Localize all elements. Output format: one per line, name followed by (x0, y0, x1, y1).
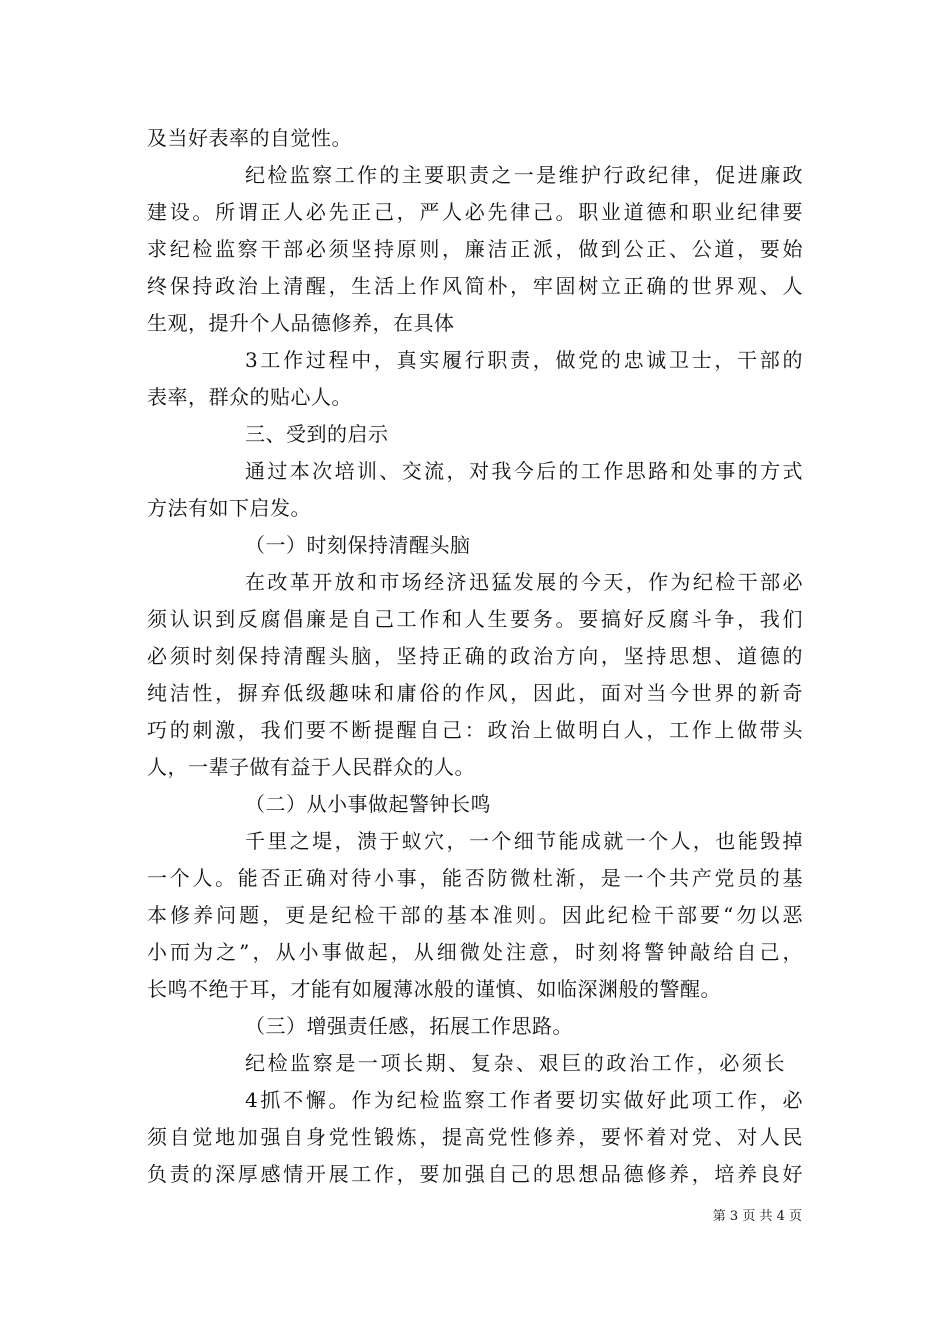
text-line: 须自觉地加强自身党性锻炼，提高党性修养，要怀着对党、对人民 (147, 1125, 803, 1149)
text-line: 表率，群众的贴心人。 (147, 385, 352, 409)
subsection-heading: （一）时刻保持清醒头脑 (245, 533, 471, 557)
text-line: 人，一辈子做有益于人民群众的人。 (147, 755, 475, 779)
page-number-footer: 第 3 页 共 4 页 (712, 1209, 802, 1224)
text-line: 纪检监察是一项长期、复杂、艰巨的政治工作，必须长 (245, 1051, 785, 1075)
text-line: 小而为之”，从小事做起，从细微处注意，时刻将警钟敲给自己， (147, 940, 803, 964)
text-line: 生观，提升个人品德修养，在具体 (147, 311, 455, 335)
text-line: 方法有如下启发。 (147, 496, 311, 520)
text-line: 一个人。能否正确对待小事，能否防微杜渐，是一个共产党员的基 (147, 866, 803, 890)
text-line: 及当好表率的自觉性。 (147, 126, 352, 150)
subsection-heading: （二）从小事做起警钟长鸣 (245, 792, 491, 816)
text-line: 终保持政治上清醒，生活上作风简朴，牢固树立正确的世界观、人 (147, 274, 803, 298)
text-line: 纯洁性，摒弃低级趣味和庸俗的作风，因此，面对当今世界的新奇 (147, 681, 803, 705)
text-line: 求纪检监察干部必须坚持原则，廉洁正派，做到公正、公道，要始 (147, 237, 803, 261)
text-line: 巧的刺激，我们要不断提醒自己：政治上做明白人，工作上做带头 (147, 718, 803, 742)
text-line: 纪检监察工作的主要职责之一是维护行政纪律，促进廉政 (245, 163, 803, 187)
text-line: 3工作过程中，真实履行职责，做党的忠诚卫士，干部的 (245, 348, 803, 372)
text-line: 必须时刻保持清醒头脑，坚持正确的政治方向，坚持思想、道德的 (147, 644, 803, 668)
text-line: 千里之堤，溃于蚁穴，一个细节能成就一个人，也能毁掉 (245, 829, 803, 853)
text-line: 长鸣不绝于耳，才能有如履薄冰般的谨慎、如临深渊般的警醒。 (147, 977, 721, 1001)
text-line: 在改革开放和市场经济迅猛发展的今天，作为纪检干部必 (245, 570, 803, 594)
text-line: 通过本次培训、交流，对我今后的工作思路和处事的方式 (245, 459, 803, 483)
text-line: 须认识到反腐倡廉是自己工作和人生要务。要搞好反腐斗争，我们 (147, 607, 803, 631)
text-line: 建设。所谓正人必先正己，严人必先律己。职业道德和职业纪律要 (147, 200, 803, 224)
subsection-heading: （三）增强责任感，拓展工作思路。 (245, 1014, 573, 1038)
section-heading: 三、受到的启示 (245, 422, 389, 446)
text-line: 负责的深厚感情开展工作，要加强自己的思想品德修养，培养良好 (147, 1162, 803, 1186)
text-line: 本修养问题，更是纪检干部的基本准则。因此纪检干部要“勿以恶 (147, 903, 803, 927)
text-line: 4抓不懈。作为纪检监察工作者要切实做好此项工作，必 (245, 1088, 803, 1112)
